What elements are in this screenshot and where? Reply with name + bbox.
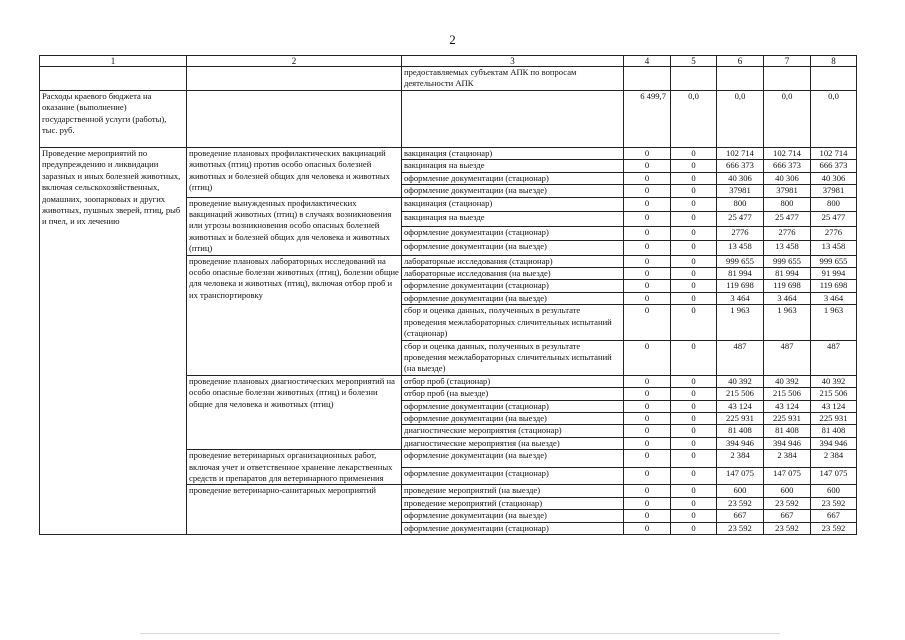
value-col-5: 0	[671, 226, 717, 241]
empty-cell	[717, 67, 764, 91]
value-col-5: 0	[671, 412, 717, 424]
work-group-label: проведение плановых лабораторных исследований на особо опасные болезни животных (птиц), болезни общие для человека и животных (птиц), включая отбор проб и их транспортировку	[187, 255, 402, 375]
indicator-name: сбор и оценка данных, полученных в результате проведения межлабораторных сличительных испытаний (стационар)	[402, 305, 624, 340]
value-col-7: 25 477	[764, 212, 811, 227]
value-col-4: 0	[624, 255, 671, 267]
work-group-label: проведение плановых профилактических вакцинаций животных (птиц) против особо опасных болезней животных и болезней общих для человека и животных (птиц)	[187, 148, 402, 198]
budget-value-7: 0,0	[764, 91, 811, 148]
value-col-4: 0	[624, 425, 671, 437]
value-col-6: 600	[717, 485, 764, 497]
value-col-4: 0	[624, 197, 671, 212]
empty-cell	[187, 67, 402, 91]
value-col-6: 40 306	[717, 172, 764, 184]
indicator-name: лабораторные исследования (на выезде)	[402, 268, 624, 280]
value-col-8: 666 373	[811, 160, 857, 172]
value-col-4: 0	[624, 148, 671, 160]
value-col-8: 91 994	[811, 268, 857, 280]
value-col-6: 37981	[717, 185, 764, 197]
value-col-5: 0	[671, 375, 717, 387]
value-col-8: 999 655	[811, 255, 857, 267]
continued-row	[40, 67, 857, 91]
value-col-7: 394 946	[764, 437, 811, 449]
value-col-4: 0	[624, 212, 671, 227]
value-col-7: 43 124	[764, 400, 811, 412]
value-col-5: 0	[671, 212, 717, 227]
value-col-4: 0	[624, 497, 671, 509]
value-col-8: 43 124	[811, 400, 857, 412]
value-col-6: 23 592	[717, 497, 764, 509]
budget-value-5: 0,0	[671, 91, 717, 148]
column-header: 5	[671, 56, 717, 67]
value-col-5: 0	[671, 280, 717, 292]
value-col-6: 2 384	[717, 450, 764, 468]
value-col-6: 102 714	[717, 148, 764, 160]
indicator-name: оформление документации (на выезде)	[402, 292, 624, 304]
value-col-7: 81 408	[764, 425, 811, 437]
services-table	[39, 55, 857, 535]
value-col-8: 81 408	[811, 425, 857, 437]
column-header-row	[40, 56, 857, 67]
value-col-7: 13 458	[764, 241, 811, 256]
indicator-name: оформление документации (на выезде)	[402, 450, 624, 468]
value-col-6: 23 592	[717, 522, 764, 534]
value-col-5: 0	[671, 197, 717, 212]
value-col-7: 81 994	[764, 268, 811, 280]
value-col-4: 0	[624, 388, 671, 400]
value-col-4: 0	[624, 412, 671, 424]
scan-line	[140, 633, 780, 634]
value-col-4: 0	[624, 292, 671, 304]
value-col-8: 23 592	[811, 497, 857, 509]
indicator-name: оформление документации (стационар)	[402, 226, 624, 241]
value-col-7: 23 592	[764, 522, 811, 534]
indicator-name: оформление документации (стационар)	[402, 467, 624, 485]
empty-cell	[764, 67, 811, 91]
value-col-8: 119 698	[811, 280, 857, 292]
value-col-5: 0	[671, 437, 717, 449]
value-col-5: 0	[671, 255, 717, 267]
value-col-5: 0	[671, 485, 717, 497]
value-col-7: 37981	[764, 185, 811, 197]
value-col-4: 0	[624, 400, 671, 412]
value-col-8: 487	[811, 340, 857, 375]
value-col-8: 667	[811, 510, 857, 522]
value-col-4: 0	[624, 172, 671, 184]
value-col-7: 23 592	[764, 497, 811, 509]
indicator-name: проведение мероприятий (стационар)	[402, 497, 624, 509]
value-col-6: 43 124	[717, 400, 764, 412]
column-header: 1	[40, 56, 187, 67]
value-col-5: 0	[671, 388, 717, 400]
value-col-7: 3 464	[764, 292, 811, 304]
value-col-6: 119 698	[717, 280, 764, 292]
value-col-4: 0	[624, 241, 671, 256]
value-col-5: 0	[671, 510, 717, 522]
work-group-label: проведение вынужденных профилактических вакцинаций животных (птиц) в случаях возникновения или угрозы возникновения особо опасных болезней животных и болезней общих для человека и животных (птиц)	[187, 197, 402, 255]
activity-label: Проведение мероприятий по предупреждению и ликвидации заразных и иных болезней животных, включая сельскохозяйственных, домашних, зоопарковых и других животных, пушных зверей, птиц, рыб и пчел, и их лечению	[40, 148, 187, 535]
indicator-name: оформление документации (на выезде)	[402, 510, 624, 522]
indicator-name: оформление документации (стационар)	[402, 522, 624, 534]
value-col-6: 25 477	[717, 212, 764, 227]
value-col-4: 0	[624, 160, 671, 172]
value-col-6: 81 408	[717, 425, 764, 437]
value-col-4: 0	[624, 375, 671, 387]
indicator-name: проведение мероприятий (на выезде)	[402, 485, 624, 497]
value-col-7: 215 506	[764, 388, 811, 400]
value-col-7: 40 392	[764, 375, 811, 387]
value-col-5: 0	[671, 160, 717, 172]
value-col-4: 0	[624, 268, 671, 280]
work-group-label: проведение ветеринарно-санитарных мероприятий	[187, 485, 402, 535]
value-col-8: 13 458	[811, 241, 857, 256]
value-col-4: 0	[624, 340, 671, 375]
value-col-7: 225 931	[764, 412, 811, 424]
column-header: 2	[187, 56, 402, 67]
indicator-name: диагностические мероприятия (на выезде)	[402, 437, 624, 449]
value-col-8: 2 384	[811, 450, 857, 468]
value-col-5: 0	[671, 292, 717, 304]
page-number: 2	[449, 32, 456, 47]
value-col-8: 225 931	[811, 412, 857, 424]
value-col-6: 394 946	[717, 437, 764, 449]
value-col-7: 666 373	[764, 160, 811, 172]
value-col-6: 81 994	[717, 268, 764, 280]
indicator-name: оформление документации (стационар)	[402, 280, 624, 292]
value-col-8: 25 477	[811, 212, 857, 227]
empty-cell	[402, 91, 624, 148]
value-col-6: 667	[717, 510, 764, 522]
value-col-7: 1 963	[764, 305, 811, 340]
value-col-7: 2 384	[764, 450, 811, 468]
value-col-5: 0	[671, 425, 717, 437]
value-col-8: 147 075	[811, 467, 857, 485]
indicator-name: вакцинация (стационар)	[402, 148, 624, 160]
budget-value-4: 6 499,7	[624, 91, 671, 148]
indicator-name: отбор проб (на выезде)	[402, 388, 624, 400]
value-col-7: 119 698	[764, 280, 811, 292]
empty-cell	[671, 67, 717, 91]
budget-value-8: 0,0	[811, 91, 857, 148]
value-col-8: 1 963	[811, 305, 857, 340]
budget-value-6: 0,0	[717, 91, 764, 148]
value-col-7: 487	[764, 340, 811, 375]
value-col-7: 102 714	[764, 148, 811, 160]
value-col-4: 0	[624, 226, 671, 241]
indicator-name: вакцинация на выезде	[402, 160, 624, 172]
work-group-label: проведение ветеринарных организационных работ, включая учет и ответственное хранение лекарственных средств и препаратов для ветеринарного применения	[187, 450, 402, 485]
indicator-name: оформление документации (стационар)	[402, 400, 624, 412]
value-col-6: 999 655	[717, 255, 764, 267]
indicator-name: вакцинация (стационар)	[402, 197, 624, 212]
table-row	[40, 148, 857, 160]
value-col-7: 40 306	[764, 172, 811, 184]
indicator-name: диагностические мероприятия (стационар)	[402, 425, 624, 437]
value-col-5: 0	[671, 522, 717, 534]
value-col-6: 147 075	[717, 467, 764, 485]
value-col-6: 2776	[717, 226, 764, 241]
value-col-8: 37981	[811, 185, 857, 197]
value-col-7: 147 075	[764, 467, 811, 485]
value-col-6: 40 392	[717, 375, 764, 387]
value-col-6: 225 931	[717, 412, 764, 424]
value-col-5: 0	[671, 185, 717, 197]
empty-cell	[624, 67, 671, 91]
column-header: 4	[624, 56, 671, 67]
budget-label: Расходы краевого бюджета на оказание (выполнение) государственной услуги (работы), тыс. руб.	[40, 91, 187, 148]
value-col-8: 40 392	[811, 375, 857, 387]
value-col-4: 0	[624, 450, 671, 468]
continued-text: предоставляемых субъектам АПК по вопросам деятельности АПК	[402, 67, 624, 91]
indicator-name: вакцинация на выезде	[402, 212, 624, 227]
indicator-name: сбор и оценка данных, полученных в результате проведения межлабораторных сличительных испытаний (на выезде)	[402, 340, 624, 375]
value-col-4: 0	[624, 485, 671, 497]
value-col-5: 0	[671, 467, 717, 485]
value-col-8: 215 506	[811, 388, 857, 400]
value-col-7: 999 655	[764, 255, 811, 267]
value-col-8: 40 306	[811, 172, 857, 184]
value-col-8: 394 946	[811, 437, 857, 449]
value-col-4: 0	[624, 305, 671, 340]
work-group-label: проведение плановых диагностических мероприятий на особо опасные болезни животных (птиц) и болезни общие для человека и животных (птиц)	[187, 375, 402, 449]
value-col-4: 0	[624, 522, 671, 534]
indicator-name: оформление документации (стационар)	[402, 172, 624, 184]
empty-cell	[811, 67, 857, 91]
column-header: 7	[764, 56, 811, 67]
value-col-7: 667	[764, 510, 811, 522]
value-col-7: 600	[764, 485, 811, 497]
indicator-name: отбор проб (стационар)	[402, 375, 624, 387]
value-col-6: 13 458	[717, 241, 764, 256]
value-col-6: 800	[717, 197, 764, 212]
indicator-name: оформление документации (на выезде)	[402, 241, 624, 256]
value-col-5: 0	[671, 172, 717, 184]
indicator-name: лабораторные исследования (стационар)	[402, 255, 624, 267]
value-col-5: 0	[671, 497, 717, 509]
value-col-4: 0	[624, 467, 671, 485]
value-col-6: 1 963	[717, 305, 764, 340]
budget-row	[40, 91, 857, 148]
value-col-8: 23 592	[811, 522, 857, 534]
value-col-8: 3 464	[811, 292, 857, 304]
value-col-6: 3 464	[717, 292, 764, 304]
empty-cell	[187, 91, 402, 148]
value-col-7: 2776	[764, 226, 811, 241]
value-col-6: 215 506	[717, 388, 764, 400]
value-col-8: 2776	[811, 226, 857, 241]
value-col-4: 0	[624, 280, 671, 292]
value-col-5: 0	[671, 305, 717, 340]
value-col-8: 800	[811, 197, 857, 212]
value-col-4: 0	[624, 185, 671, 197]
value-col-6: 666 373	[717, 160, 764, 172]
value-col-5: 0	[671, 268, 717, 280]
value-col-5: 0	[671, 400, 717, 412]
value-col-5: 0	[671, 450, 717, 468]
value-col-8: 600	[811, 485, 857, 497]
indicator-name: оформление документации (на выезде)	[402, 185, 624, 197]
value-col-7: 800	[764, 197, 811, 212]
column-header: 3	[402, 56, 624, 67]
value-col-6: 487	[717, 340, 764, 375]
column-header: 6	[717, 56, 764, 67]
value-col-4: 0	[624, 437, 671, 449]
indicator-name: оформление документации (на выезде)	[402, 412, 624, 424]
value-col-5: 0	[671, 241, 717, 256]
value-col-4: 0	[624, 510, 671, 522]
column-header: 8	[811, 56, 857, 67]
value-col-5: 0	[671, 148, 717, 160]
empty-cell	[40, 67, 187, 91]
value-col-8: 102 714	[811, 148, 857, 160]
value-col-5: 0	[671, 340, 717, 375]
